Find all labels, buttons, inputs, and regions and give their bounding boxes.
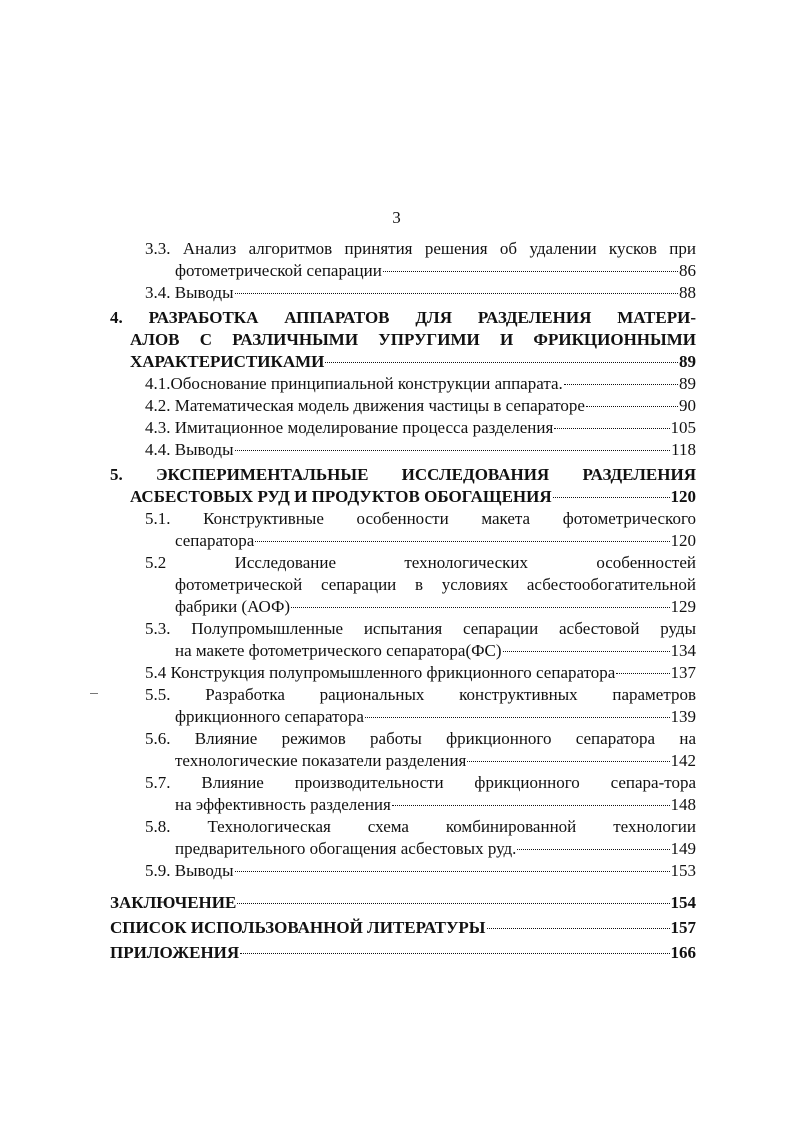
toc-entry: [110, 552, 696, 618]
toc-page-number: 86: [679, 261, 696, 280]
toc-entry-leader-line: [145, 860, 696, 882]
toc-entry: [110, 373, 696, 395]
toc-entry: [110, 282, 696, 304]
toc-page-number: 153: [670, 861, 696, 880]
toc-entry-line: 5.5. Разработка рациональных конструктивных параметров: [145, 685, 696, 704]
toc-page-number: 139: [670, 707, 696, 726]
toc-entry-leader-line: [145, 838, 696, 860]
dot-leader: [325, 362, 678, 363]
toc-entry-title: на эффективность разделения: [175, 795, 391, 814]
toc-entry-leader-line: [145, 750, 696, 772]
toc-entry-line: 5.6. Влияние режимов работы фрикционного сепаратора на: [145, 729, 696, 748]
toc-entry: [110, 238, 696, 282]
table-of-contents: [110, 238, 696, 964]
page-number: 3: [392, 208, 401, 227]
toc-entry-title: фотометрической сепарации: [175, 261, 382, 280]
toc-entry: [110, 860, 696, 882]
toc-entry: [110, 816, 696, 860]
toc-entry-line: 4. РАЗРАБОТКА АППАРАТОВ ДЛЯ РАЗДЕЛЕНИЯ МАТЕРИ-: [110, 308, 696, 327]
toc-entry-leader-line: [145, 596, 696, 618]
toc-entry-title: ЗАКЛЮЧЕНИЕ: [110, 893, 237, 912]
toc-entry-line: АЛОВ С РАЗЛИЧНЫМИ УПРУГИМИ И ФРИКЦИОННЫМИ: [130, 330, 696, 349]
toc-entry-title: 4.3. Имитационное моделирование процесса разделения: [145, 418, 554, 437]
toc-entry-line: фотометрической сепарации в условиях асбестообогатительной: [175, 575, 696, 594]
toc-entry-leader-line: [145, 373, 696, 395]
toc-entry-line: 5.2 Исследование технологических особенностей: [145, 553, 696, 572]
toc-entry-leader-line: [145, 662, 696, 684]
toc-page-number: 148: [670, 795, 696, 814]
dot-leader: [237, 903, 669, 904]
dot-leader: [487, 928, 670, 929]
toc-entry-title: предварительного обогащения асбестовых руд.: [175, 839, 517, 858]
dot-leader: [383, 271, 678, 272]
dot-leader: [586, 406, 678, 407]
toc-page-number: 90: [679, 396, 696, 415]
toc-entry-title: 3.4. Выводы: [145, 283, 234, 302]
toc-entry: [110, 307, 696, 373]
toc-page-number: 105: [670, 418, 696, 437]
toc-page-number: 118: [671, 440, 696, 459]
toc-entry-leader-line: [110, 351, 696, 373]
toc-entry-title: 5.4 Конструкция полупромышленного фрикционного сепаратора: [145, 663, 616, 682]
toc-entry-title: 4.2. Математическая модель движения частицы в сепараторе: [145, 396, 585, 415]
toc-entry: [110, 892, 696, 914]
toc-entry-leader-line: [145, 640, 696, 662]
dot-leader: [291, 607, 669, 608]
toc-entry-leader-line: [145, 530, 696, 552]
toc-entry-leader-line: [145, 794, 696, 816]
toc-entry: [110, 772, 696, 816]
toc-entry-title: фрикционного сепаратора: [175, 707, 364, 726]
toc-entry-title: технологические показатели разделения: [175, 751, 467, 770]
toc-entry-title: СПИСОК ИСПОЛЬЗОВАННОЙ ЛИТЕРАТУРЫ: [110, 918, 486, 937]
toc-entry-title: 4.4. Выводы: [145, 440, 234, 459]
toc-entry-line: 3.3. Анализ алгоритмов принятия решения об удалении кусков при: [145, 239, 696, 258]
toc-entry: [110, 508, 696, 552]
toc-page-number: 129: [670, 597, 696, 616]
toc-page-number: 89: [679, 374, 696, 393]
toc-page-number: 142: [670, 751, 696, 770]
toc-entry-title: 5.9. Выводы: [145, 861, 234, 880]
dot-leader: [235, 871, 670, 872]
toc-entry: [110, 618, 696, 662]
toc-entry: [110, 464, 696, 508]
toc-entry-leader-line: [110, 917, 696, 939]
toc-entry-line: 5.1. Конструктивные особенности макета фотометрического: [145, 509, 696, 528]
toc-entry-leader-line: [145, 439, 696, 461]
toc-page-number: 154: [670, 893, 696, 912]
toc-entry-line: 5.3. Полупромышленные испытания сепарации асбестовой руды: [145, 619, 696, 638]
toc-entry-line: 5.8. Технологическая схема комбинированной технологии: [145, 817, 696, 836]
dot-leader: [255, 541, 669, 542]
dot-leader: [616, 673, 669, 674]
toc-entry-line: 5.7. Влияние производительности фрикционного сепара-тора: [145, 773, 696, 792]
toc-entry-title: АСБЕСТОВЫХ РУД И ПРОДУКТОВ ОБОГАЩЕНИЯ: [130, 487, 552, 506]
toc-entry-title: 4.1.Обоснование принципиальной конструкции аппарата.: [145, 374, 563, 393]
dot-leader: [467, 761, 669, 762]
dot-leader: [564, 384, 678, 385]
scan-artifact: [90, 693, 98, 694]
toc-page-number: 134: [670, 641, 696, 660]
toc-entry: [110, 395, 696, 417]
toc-entry: [110, 917, 696, 939]
toc-page-number: 120: [670, 531, 696, 550]
toc-page-number: 157: [670, 918, 696, 937]
toc-entry: [110, 439, 696, 461]
toc-page-number: 166: [670, 943, 696, 962]
toc-entry: [110, 728, 696, 772]
toc-entry-leader-line: [110, 892, 696, 914]
toc-entry-leader-line: [145, 417, 696, 439]
toc-entry-leader-line: [110, 942, 696, 964]
toc-page-number: 149: [670, 839, 696, 858]
toc-page-number: 137: [670, 663, 696, 682]
toc-entry-leader-line: [145, 282, 696, 304]
dot-leader: [503, 651, 670, 652]
toc-entry-title: фабрики (АОФ): [175, 597, 291, 616]
toc-entry-title: на макете фотометрического сепаратора(ФС): [175, 641, 502, 660]
dot-leader: [554, 428, 669, 429]
dot-leader: [235, 293, 678, 294]
toc-entry-title: сепаратора: [175, 531, 255, 550]
toc-entry-leader-line: [145, 395, 696, 417]
toc-entry: [110, 684, 696, 728]
toc-page-number: 120: [670, 487, 696, 506]
toc-page-number: 88: [679, 283, 696, 302]
dot-leader: [553, 497, 670, 498]
toc-entry-leader-line: [145, 260, 696, 282]
dot-leader: [240, 953, 669, 954]
toc-entry-title: ХАРАКТЕРИСТИКАМИ: [130, 352, 325, 371]
toc-page-number: 89: [679, 352, 696, 371]
toc-entry-leader-line: [145, 706, 696, 728]
toc-entry-leader-line: [110, 486, 696, 508]
dot-leader: [392, 805, 670, 806]
toc-entry: [110, 417, 696, 439]
dot-leader: [235, 450, 671, 451]
dot-leader: [517, 849, 669, 850]
toc-entry-line: 5. ЭКСПЕРИМЕНТАЛЬНЫЕ ИССЛЕДОВАНИЯ РАЗДЕЛЕНИЯ: [110, 465, 696, 484]
toc-entry-title: ПРИЛОЖЕНИЯ: [110, 943, 240, 962]
toc-entry: [110, 662, 696, 684]
dot-leader: [365, 717, 670, 718]
toc-entry: [110, 942, 696, 964]
